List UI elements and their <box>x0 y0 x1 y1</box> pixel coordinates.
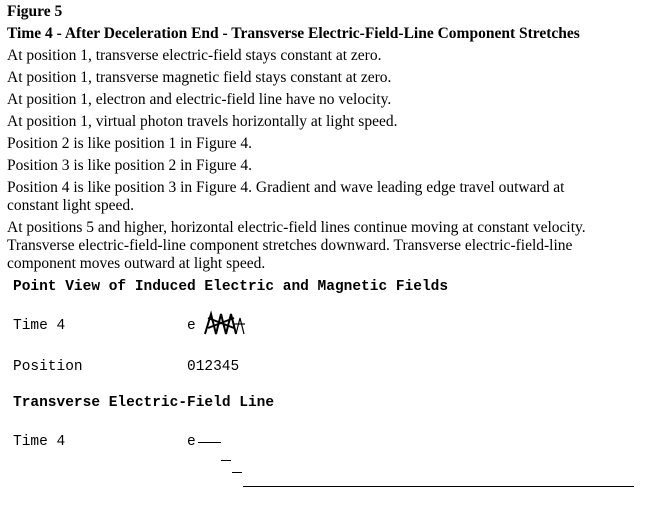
figure-title: Time 4 - After Deceleration End - Transverse Electric-Field-Line Component Stretches <box>7 25 580 42</box>
paragraph: At positions 5 and higher, horizontal electric-field lines continue moving at constant velocity. Transverse electric-field-line component stretches downward. Transverse electric-field-line component moves outward at light speed. <box>7 219 586 272</box>
transverse-electron-symbol: e <box>187 434 196 450</box>
paragraph: Position 3 is like position 2 in Figure 4. <box>7 157 253 174</box>
paragraph: Position 4 is like position 3 in Figure 4. Gradient and wave leading edge travel outward at constant light speed. <box>7 179 565 214</box>
paragraph: At position 1, virtual photon travels horizontally at light speed. <box>7 113 398 130</box>
transverse-heading: Transverse Electric-Field Line <box>13 395 275 411</box>
position-digits: 012345 <box>187 359 240 375</box>
transverse-time-label: Time 4 <box>13 434 66 450</box>
paragraph: At position 1, electron and electric-field line have no velocity. <box>7 91 392 108</box>
field-line-segment-2 <box>221 460 231 461</box>
position-label: Position <box>13 359 83 375</box>
figure-label: Figure 5 <box>7 3 63 20</box>
paragraph: At position 1, transverse magnetic field stays constant at zero. <box>7 69 392 86</box>
field-line-segment-3 <box>232 472 242 473</box>
point-view-time-label: Time 4 <box>13 318 66 334</box>
field-wave-icon <box>203 310 247 336</box>
field-line-segment-1 <box>198 442 221 443</box>
paragraph: At position 1, transverse electric-field stays constant at zero. <box>7 47 382 64</box>
paragraph: Position 2 is like position 1 in Figure 4. <box>7 135 253 152</box>
point-view-electron-symbol: e <box>187 318 196 334</box>
point-view-heading: Point View of Induced Electric and Magnetic Fields <box>13 279 449 295</box>
field-line-baseline <box>243 486 634 487</box>
description-paragraphs <box>7 47 607 277</box>
